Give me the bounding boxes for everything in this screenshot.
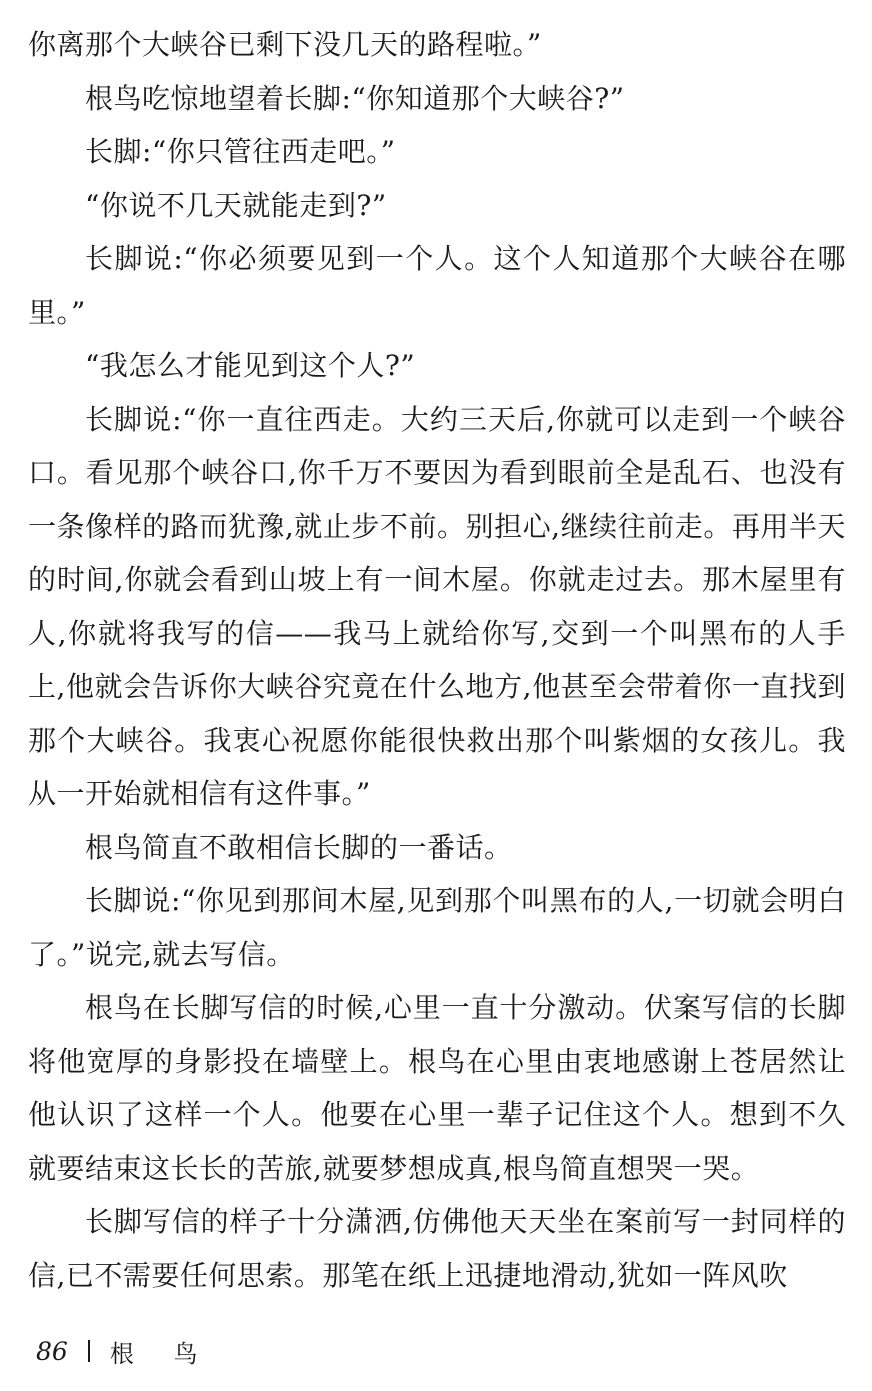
paragraph: 根鸟吃惊地望着长脚:“你知道那个大峡谷?” bbox=[85, 81, 625, 115]
paragraph: “你说不几天就能走到?” bbox=[85, 188, 387, 222]
running-title: 根 鸟 bbox=[109, 1339, 214, 1368]
paragraph: 长脚写信的样子十分潇洒,仿佛他天天坐在案前写一封同样的信,已不需要任何思索。那笔在纸上迅捷地滑动,犹如一阵风吹 bbox=[28, 1205, 846, 1292]
footer-divider bbox=[88, 1340, 90, 1362]
page-footer bbox=[36, 1333, 213, 1369]
paragraph: 长脚说:“你见到那间木屋,见到那个叫黑布的人,一切就会明白了。”说完,就去写信。 bbox=[28, 884, 846, 971]
paragraph: 根鸟在长脚写信的时候,心里一直十分激动。伏案写信的长脚将他宽厚的身影投在墙壁上。根鸟在心里由衷地感谢上苍居然让他认识了这样一个人。他要在心里一辈子记住这个人。想到不久就要结束这长长的苦旅,就要梦想成真,根鸟简直想哭一哭。 bbox=[28, 991, 846, 1185]
paragraph: 长脚:“你只管往西走吧。” bbox=[85, 135, 396, 168]
paragraph: 长脚说:“你一直往西走。大约三天后,你就可以走到一个峡谷口。看见那个峡谷口,你千万不要因为看到眼前全是乱石、也没有一条像样的路而犹豫,就止步不前。别担心,继续往前走。再用半天的时间,你就会看到山坡上有一间木屋。你就走过去。那木屋里有人,你就将我写的信——我马上就给你写,交到一个叫黑布的人手上,他就会告诉你大峡谷究竟在什么地方,他甚至会带着你一直找到那个大峡谷。我衷心祝愿你能很快救出那个叫紫烟的女孩儿。我从一开始就相信有这件事。” bbox=[28, 402, 846, 810]
page-number: 86 bbox=[36, 1336, 68, 1366]
body-text bbox=[28, 18, 846, 1302]
paragraph: “我怎么才能见到这个人?” bbox=[85, 349, 416, 382]
paragraph: 根鸟简直不敢相信长脚的一番话。 bbox=[85, 830, 513, 864]
paragraph-continuation: 你离那个大峡谷已剩下没几天的路程啦。” bbox=[28, 28, 542, 61]
paragraph: 长脚说:“你必须要见到一个人。这个人知道那个大峡谷在哪里。” bbox=[28, 242, 846, 329]
